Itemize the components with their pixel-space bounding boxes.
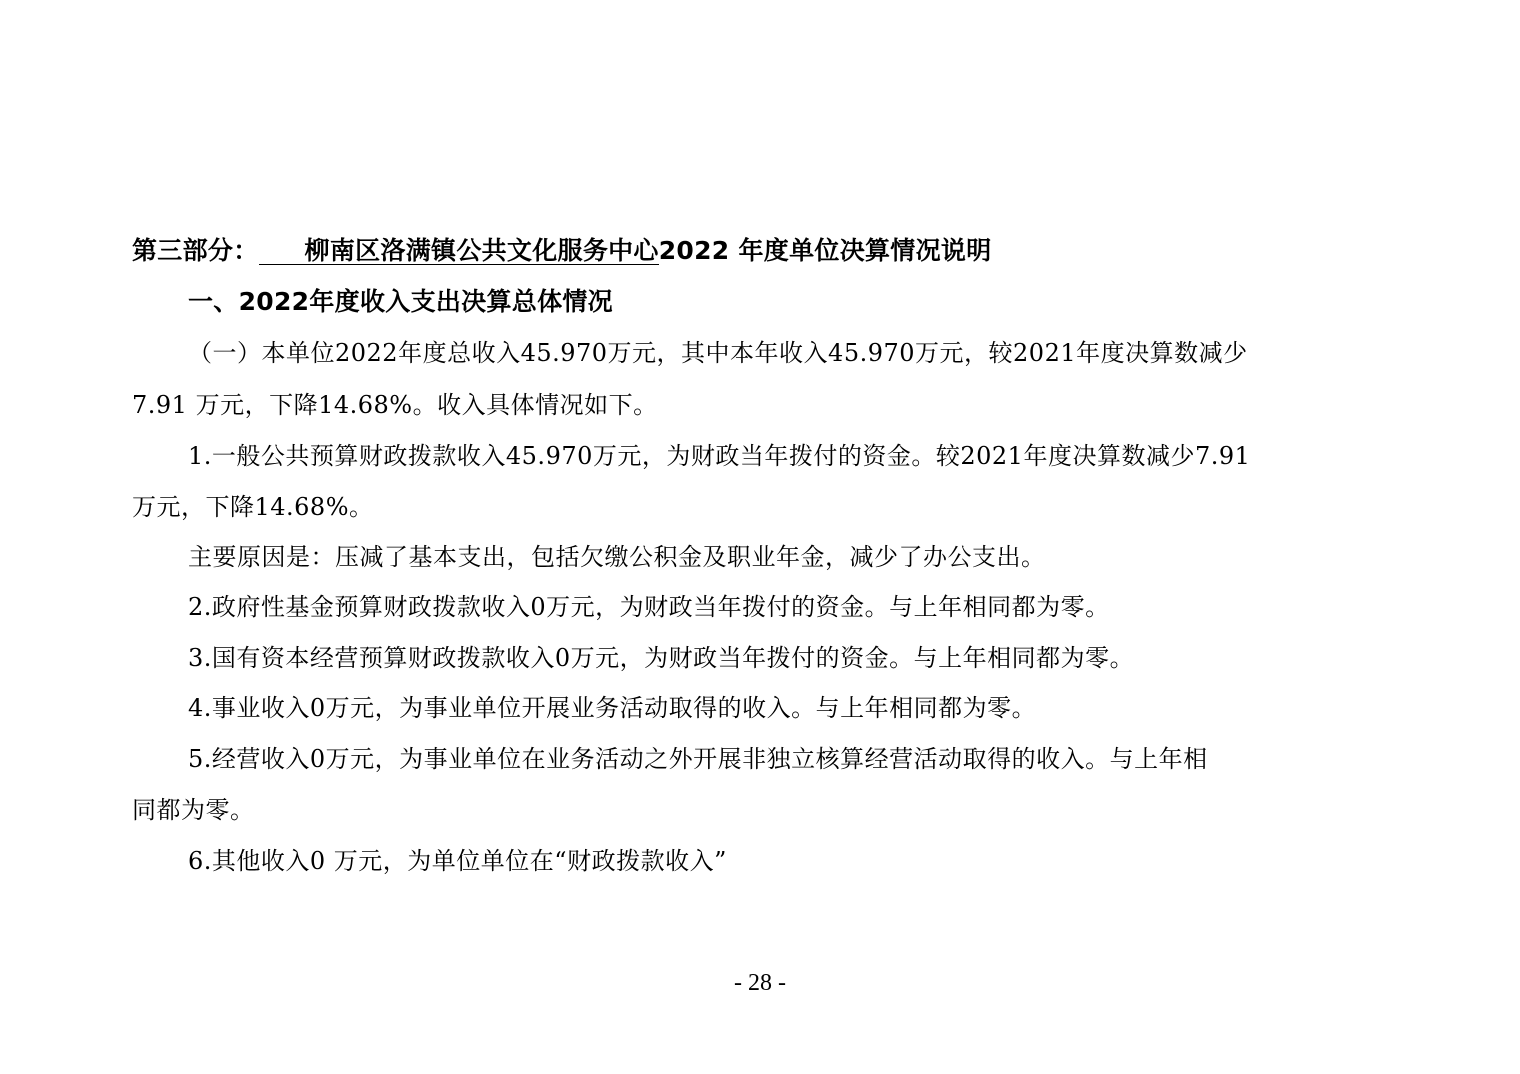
page-number: - 28 - [734, 970, 786, 996]
section-title-suffix: 2022 年度单位决算情况说明 [658, 236, 992, 265]
paragraph-business-income: 4.事业收入0万元，为事业单位开展业务活动取得的收入。与上年相同都为零。 [188, 694, 1037, 722]
paragraph-total-income-cont: 7.91 万元，下降14.68%。收入具体情况如下。 [132, 391, 658, 419]
paragraph-government-fund-income: 2.政府性基金预算财政拨款收入0万元，为财政当年拨付的资金。与上年相同都为零。 [188, 593, 1110, 621]
paragraph-operating-income-cont: 同都为零。 [132, 796, 255, 824]
paragraph-operating-income: 5.经营收入0万元，为事业单位在业务活动之外开展非独立核算经营活动取得的收入。与上年相 [188, 745, 1208, 773]
paragraph-general-budget-income-cont: 万元，下降14.68%。 [132, 493, 374, 521]
heading-income-expenditure-overview: 一、2022年度收入支出决算总体情况 [188, 287, 613, 316]
paragraph-main-reason: 主要原因是：压减了基本支出，包括欠缴公积金及职业年金，减少了办公支出。 [188, 543, 1046, 571]
paragraph-other-income: 6.其他收入0 万元，为单位单位在“财政拨款收入” [188, 847, 727, 875]
paragraph-general-budget-income: 1.一般公共预算财政拨款收入45.970万元，为财政当年拨付的资金。较2021年度决算数减少7.91 [188, 442, 1251, 470]
paragraph-state-capital-income: 3.国有资本经营预算财政拨款收入0万元，为财政当年拨付的资金。与上年相同都为零。 [188, 644, 1135, 672]
section-title [132, 236, 992, 266]
paragraph-total-income: （一）本单位2022年度总收入45.970万元，其中本年收入45.970万元，较2021年度决算数减少 [188, 339, 1248, 367]
unit-name: 柳南区洛满镇公共文化服务中心 [259, 238, 659, 265]
section-title-prefix: 第三部分： [132, 236, 259, 265]
